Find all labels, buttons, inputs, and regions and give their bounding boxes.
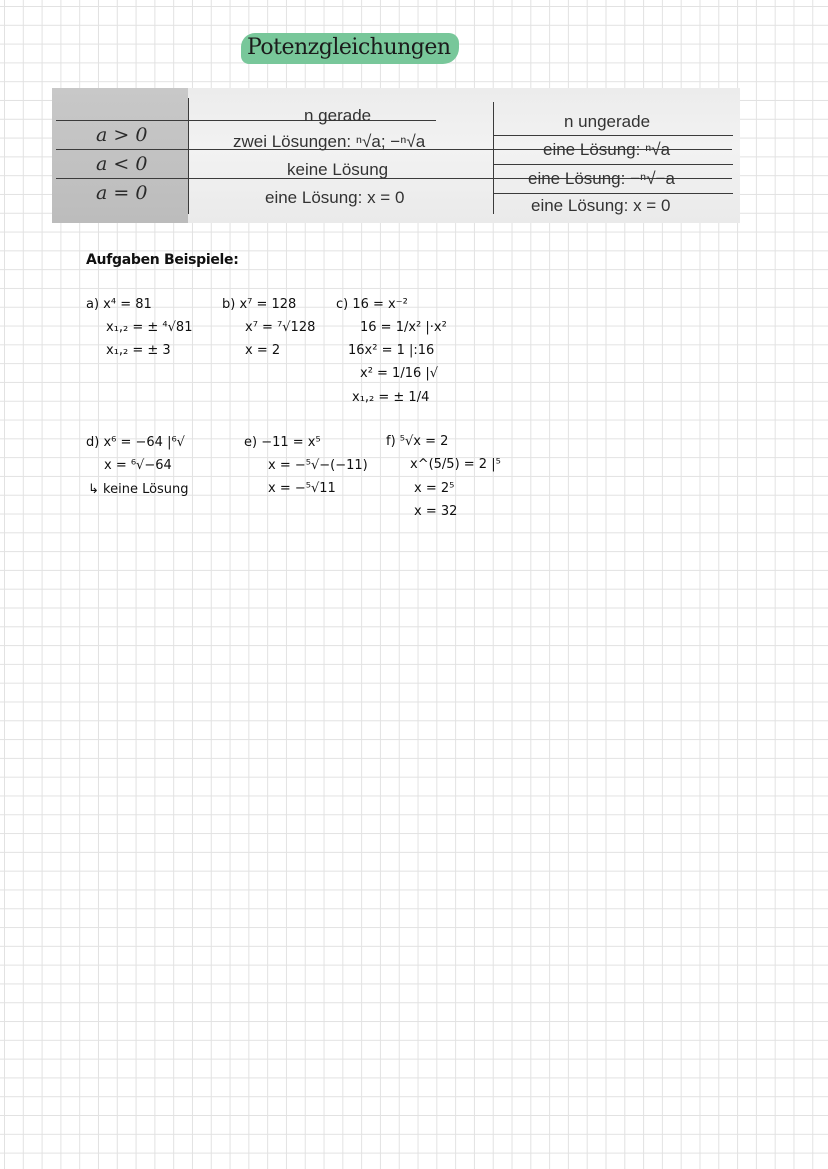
example-d-line: d) x⁶ = −64 |⁶√ [86,435,185,450]
table-divider [56,120,436,121]
example-f-line: x^(5/5) = 2 |⁵ [410,457,501,472]
column-header: n gerade [304,106,372,125]
table-divider [493,164,733,165]
row-condition: a > 0 [96,124,148,146]
example-a-line: x₁,₂ = ± ⁴√81 [106,320,193,335]
example-f-line: x = 2⁵ [414,481,455,496]
table-divider [188,98,189,214]
example-d-line: x = ⁶√−64 [104,458,172,473]
column-header: n ungerade [564,112,651,131]
example-d-line: ↳ keine Lösung [88,482,189,497]
power-equation-table [52,88,740,223]
example-c-line: c) 16 = x⁻² [336,297,408,312]
table-cell: zwei Lösungen: ⁿ√a; −ⁿ√a [233,132,426,151]
example-b-line: x⁷ = ⁷√128 [245,320,316,335]
table-cell: eine Lösung: ⁿ√a [543,140,671,159]
example-f-line: f) ⁵√x = 2 [386,434,449,449]
example-a-line: a) x⁴ = 81 [86,297,152,312]
row-condition: a = 0 [96,182,148,204]
example-a-line: x₁,₂ = ± 3 [106,343,171,358]
table-cell: eine Lösung: −ⁿ√−a [528,169,675,188]
example-f-line: x = 32 [414,504,458,519]
example-e-line: x = −⁵√11 [268,481,336,496]
example-b-line: b) x⁷ = 128 [222,297,297,312]
example-c-line: x₁,₂ = ± 1/4 [352,390,430,405]
example-c-line: x² = 1/16 |√ [360,366,439,381]
table-cell: eine Lösung: x = 0 [265,188,405,207]
table-divider [493,102,494,214]
table-divider [493,135,733,136]
example-b-line: x = 2 [245,343,281,358]
row-condition: a < 0 [96,153,148,175]
table-cell: eine Lösung: x = 0 [531,196,671,215]
table-cell: keine Lösung [287,160,389,179]
example-e-line: e) −11 = x⁵ [244,435,321,450]
example-c-line: 16 = 1/x² |·x² [360,320,447,335]
example-e-line: x = −⁵√−(−11) [268,458,368,473]
table-divider [493,193,733,194]
section-heading: Aufgaben Beispiele: [86,252,239,268]
page-title: Potenzgleichungen [241,33,459,64]
example-c-line: 16x² = 1 |:16 [348,343,435,358]
